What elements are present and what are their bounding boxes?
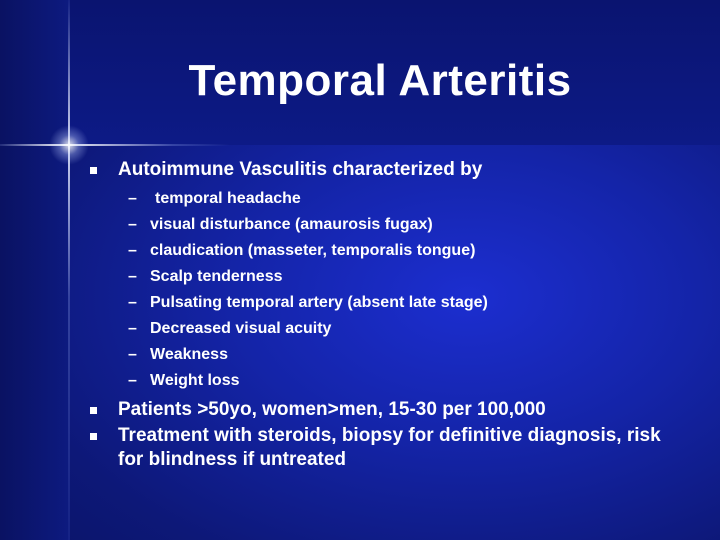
sub-bullet-item xyxy=(90,316,690,342)
bullet-item xyxy=(90,398,690,422)
sub-bullet-text: Weight loss xyxy=(150,372,240,389)
bullet-text: Patients >50yo, women>men, 15-30 per 100,000 xyxy=(118,399,546,420)
sub-bullet-list xyxy=(90,186,690,394)
slide-title: Temporal Arteritis xyxy=(188,56,572,105)
sub-bullet-item xyxy=(90,264,690,290)
dash-bullet: – xyxy=(128,294,137,311)
lens-flare-icon xyxy=(49,125,89,165)
sub-bullet-text: Pulsating temporal artery (absent late stage) xyxy=(150,294,488,311)
sub-bullet-text: claudication (masseter, temporalis tongue) xyxy=(150,242,476,259)
sub-bullet-item xyxy=(90,186,690,212)
square-bullet-icon xyxy=(90,167,97,174)
dash-bullet: – xyxy=(128,320,137,337)
dash-bullet: – xyxy=(128,346,137,363)
flare-horizontal-line xyxy=(0,144,230,146)
sub-bullet-item xyxy=(90,368,690,394)
sub-bullet-item xyxy=(90,290,690,316)
sub-bullet-text: temporal headache xyxy=(155,190,301,207)
sub-bullet-item xyxy=(90,342,690,368)
dash-bullet: – xyxy=(128,242,137,259)
sub-bullet-text: Decreased visual acuity xyxy=(150,320,332,337)
dash-bullet: – xyxy=(128,268,137,285)
dash-bullet: – xyxy=(128,216,137,233)
square-bullet-icon xyxy=(90,433,97,440)
sub-bullet-item xyxy=(90,238,690,264)
sub-bullet-text: visual disturbance (amaurosis fugax) xyxy=(150,216,433,233)
dash-bullet: – xyxy=(128,372,137,389)
sub-bullet-text: Weakness xyxy=(150,346,228,363)
bullet-item xyxy=(90,424,690,472)
bullet-text: Autoimmune Vasculitis characterized by xyxy=(118,159,483,180)
square-bullet-icon xyxy=(90,407,97,414)
slide-body xyxy=(90,158,690,472)
sub-bullet-item xyxy=(90,212,690,238)
bullet-text: Treatment with steroids, biopsy for definitive diagnosis, risk for blindness if untreated xyxy=(118,425,661,470)
sub-bullet-text: Scalp tenderness xyxy=(150,268,283,285)
bullet-item xyxy=(90,158,690,182)
dash-bullet: – xyxy=(128,190,137,207)
